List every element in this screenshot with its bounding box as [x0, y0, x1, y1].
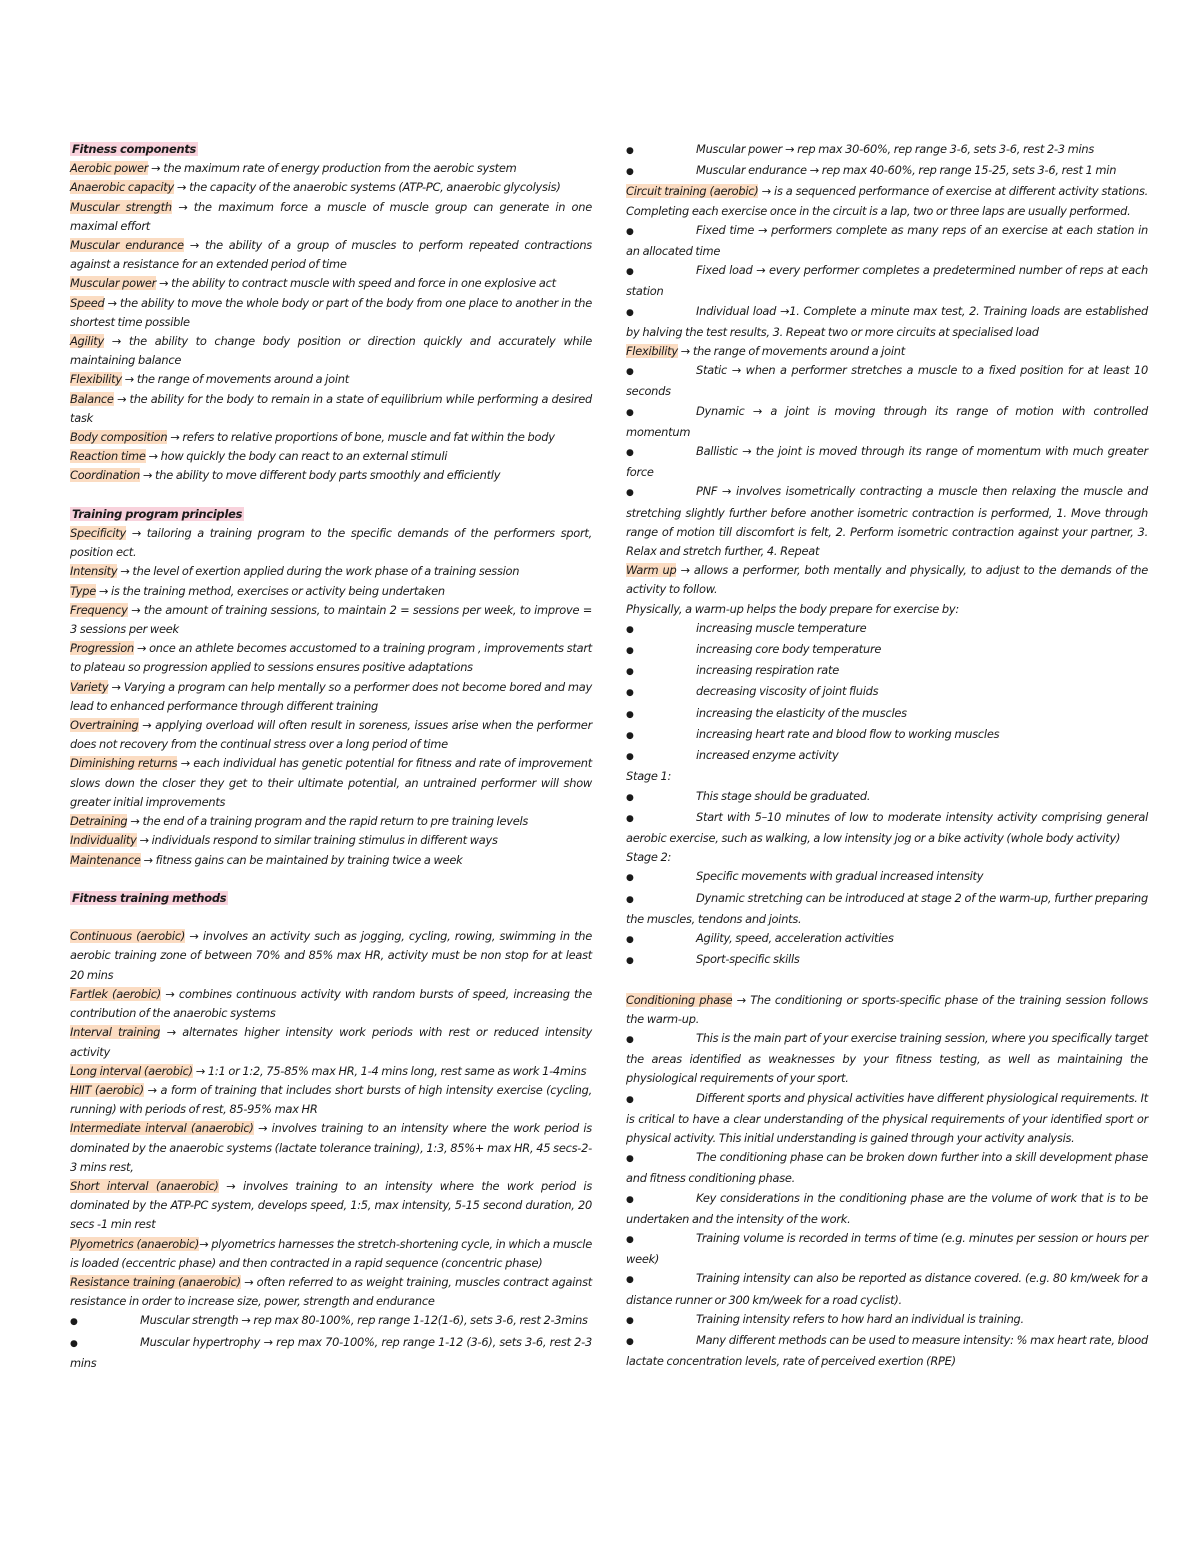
definition-text: → the ability of a group of muscles to perform repeated contractions against a resistance for an extended period of time: [70, 238, 592, 272]
term-highlight: Conditioning phase: [626, 992, 733, 1007]
definition-text: → applying overload will often result in soreness, issues arise when the performer does not recovery from the continual stress over a long period of time: [70, 718, 592, 752]
paragraph: [626, 600, 1148, 619]
definition-balance: [70, 390, 592, 428]
bullet-item: [626, 1331, 1148, 1371]
definition-fartlek-aerobic: [70, 985, 592, 1023]
definition-overtraining: [70, 716, 592, 754]
bullet-item: [626, 682, 1148, 703]
definition-flexibility: [626, 342, 1148, 361]
term-highlight: Coordination: [70, 468, 140, 483]
bullet-item: [626, 929, 1148, 950]
section-heading: [70, 505, 592, 524]
definition-text: → how quickly the body can react to an external stimuli: [145, 449, 448, 464]
bullet-text: Sport-specific skills: [696, 952, 800, 967]
definition-muscular-endurance: [70, 236, 592, 274]
definition-maintenance: [70, 851, 592, 870]
definition-variety: [70, 678, 592, 716]
definition-text: → the range of movements around a joint: [677, 344, 905, 359]
definition-text: → allows a performer, both mentally and physically, to adjust to the demands of the activity to follow.: [626, 563, 1149, 597]
term-highlight: Muscular strength: [70, 199, 172, 214]
bullet-item: [626, 221, 1148, 261]
definition-text: → the amount of training sessions, to maintain 2 = sessions per week, to improve = 3 sessions per week: [70, 602, 592, 637]
definition-text: → once an athlete becomes accustomed to a training program , improvements start to plateau so progression applied to sessions ensures positive adaptations: [70, 641, 592, 675]
term-highlight: Anaerobic capacity: [70, 180, 175, 195]
bullet-text: Fixed time → performers complete as many reps of an exercise at each station in an allocated time: [626, 222, 1148, 259]
definition-body-composition: [70, 428, 592, 447]
definition-text: → alternates higher intensity work periods with rest or reduced intensity activity: [70, 1025, 592, 1059]
definition-agility: [70, 332, 592, 370]
definition-interval-training: [70, 1023, 592, 1061]
bullet-icon: ●: [626, 752, 634, 763]
definition-text: → each individual has genetic potential for fitness and rate of improvement slows down the closer they get to their ultimate potential, an untrained performer will show greater initial improvements: [70, 756, 592, 809]
bullet-item: [626, 1269, 1148, 1309]
term-highlight: Aerobic power: [70, 161, 149, 176]
definition-anaerobic-capacity: [70, 178, 592, 197]
bullet-item: [626, 704, 1148, 725]
definition-individuality: [70, 831, 592, 850]
bullet-text: Dynamic → a joint is moving through its range of motion with controlled momentum: [626, 403, 1148, 439]
definition-text: → the end of a training program and the rapid return to pre training levels: [127, 814, 529, 829]
definition-text: → a form of training that includes short bursts of high intensity exercise (cycling, running) with periods of rest, 85-95% max HR: [70, 1082, 592, 1117]
definition-progression: [70, 639, 592, 677]
bullet-item: [626, 889, 1148, 929]
definition-text: Physically, a warm-up helps the body prepare for exercise by:: [626, 601, 959, 616]
definition-text: → plyometrics harnesses the stretch-shortening cycle, in which a muscle is loaded (eccentric phase) and then contracted in a rapid sequence (concentric phase): [70, 1236, 592, 1270]
definition-conditioning-phase: [626, 991, 1148, 1029]
bullet-icon: ●: [626, 367, 634, 378]
definition-reaction-time: [70, 447, 592, 466]
bullet-text: Individual load →1. Complete a minute max test, 2. Training loads are established by halving the test results, 3. Repeat two or more circuits at specialised load: [626, 303, 1148, 339]
bullet-item: [626, 1189, 1148, 1229]
definition-text: → the ability to change body position or direction quickly and accurately while maintaining balance: [70, 334, 592, 368]
definition-text: → The conditioning or sports-specific phase of the training session follows the warm-up.: [626, 992, 1149, 1026]
bullet-icon: ●: [626, 709, 634, 720]
definition-text: → the range of movements around a joint: [121, 372, 349, 387]
term-highlight: Interval training: [70, 1025, 161, 1040]
bullet-icon: ●: [626, 956, 634, 967]
bullet-text: Muscular strength → rep max 80-100%, rep range 1-12(1-6), sets 3-6, rest 2-3mins: [140, 1313, 588, 1328]
paragraph: [626, 848, 1148, 867]
definition-text: → often referred to as weight training, muscles contract against resistance in order to increase size, power, strength and endurance: [70, 1274, 592, 1309]
definition-text: → the maximum force a muscle of muscle group can generate in one maximal effort: [70, 199, 592, 233]
definition-plyometrics-anaerobic: [70, 1235, 592, 1273]
definition-text: → tailoring a training program to the specific demands of the performers sport, position ect.: [70, 526, 592, 560]
bullet-icon: ●: [626, 488, 634, 499]
bullet-item: [626, 1310, 1148, 1331]
bullet-text: Muscular power → rep max 30-60%, rep range 3-6, sets 3-6, rest 2-3 mins: [696, 142, 1095, 156]
section-heading: [70, 889, 592, 908]
bullet-text: increasing heart rate and blood flow to working muscles: [696, 726, 1000, 741]
definition-text: → involves training to an intensity where the work period is dominated by the anaerobic systems (lactate tolerance training), 1:3, 85%+ max HR, 45 secs-2-3 mins rest,: [70, 1121, 592, 1174]
bullet-icon: ●: [626, 624, 634, 635]
term-highlight: Individuality: [70, 833, 137, 848]
bullet-item: [626, 361, 1148, 401]
term-highlight: HIIT (aerobic): [70, 1082, 144, 1097]
definition-text: Stage 1:: [626, 769, 672, 784]
definition-hiit-aerobic: [70, 1081, 592, 1119]
term-highlight: Balance: [70, 391, 114, 406]
bullet-item: [626, 746, 1148, 767]
bullet-icon: ●: [626, 873, 634, 884]
term-highlight: Speed: [70, 295, 105, 310]
definition-text: → individuals respond to similar training stimulus in different ways: [136, 833, 498, 848]
bullet-item: [626, 808, 1148, 848]
definition-intensity: [70, 562, 592, 581]
bullet-icon: ●: [626, 1234, 634, 1245]
definition-resistance-training-anaerobic: [70, 1273, 592, 1311]
section-heading-text: Fitness components: [72, 142, 197, 156]
bullet-icon: ●: [70, 1317, 78, 1328]
bullet-icon: ●: [626, 646, 634, 657]
definition-text: → the level of exertion applied during the work phase of a training session: [117, 564, 520, 579]
bullet-text: increasing core body temperature: [696, 642, 882, 657]
bullet-item: [626, 1029, 1148, 1089]
bullet-icon: ●: [626, 813, 634, 824]
definition-type: [70, 582, 592, 601]
bullet-text: increased enzyme activity: [696, 748, 839, 763]
bullet-text: Static → when a performer stretches a muscle to a fixed position for at least 10 seconds: [626, 363, 1148, 399]
definition-text: → is the training method, exercises or activity being undertaken: [95, 583, 445, 598]
definition-coordination: [70, 466, 592, 485]
bullet-text: Agility, speed, acceleration activities: [696, 930, 894, 945]
paragraph: [626, 767, 1148, 786]
bullet-item: [626, 725, 1148, 746]
term-highlight: Type: [70, 583, 96, 598]
bullet-text: decreasing viscosity of joint fluids: [696, 684, 879, 699]
bullet-text: The conditioning phase can be broken down further into a skill development phase and fitness conditioning phase.: [626, 1150, 1148, 1186]
bullet-item: [626, 1148, 1148, 1188]
section-heading-text: Training program principles: [72, 506, 243, 521]
bullet-text: Key considerations in the conditioning phase are the volume of work that is to be undertaken and the intensity of the work.: [626, 1190, 1148, 1226]
term-highlight: Variety: [70, 679, 109, 694]
bullet-item: [626, 950, 1148, 971]
definition-specificity: [70, 524, 592, 562]
term-highlight: Overtraining: [70, 718, 139, 733]
definition-text: → Varying a program can help mentally so a performer does not become bored and may lead to enhanced performance through different training: [70, 679, 592, 713]
bullet-text: Specific movements with gradual increased intensity: [696, 869, 984, 884]
term-highlight: Agility: [70, 334, 104, 349]
definition-text: → the ability for the body to remain in a state of equilibrium while performing a desired task: [70, 391, 592, 425]
term-highlight: Detraining: [70, 814, 128, 829]
definition-muscular-power: [70, 274, 592, 293]
definition-frequency: [70, 601, 592, 639]
term-highlight: Intensity: [70, 564, 118, 579]
term-highlight: Body composition: [70, 430, 168, 445]
bullet-item: [70, 1333, 592, 1373]
bullet-item: [626, 661, 1148, 682]
term-highlight: Short interval (anaerobic): [70, 1178, 219, 1193]
term-highlight: Maintenance: [70, 852, 141, 867]
term-highlight: Specificity: [70, 526, 126, 541]
bullet-icon: ●: [626, 307, 634, 318]
definition-text: → involves training to an intensity where the work period is dominated by the ATP-PC system, develops speed, 1:5, max intensity, 5-15 second duration, 20 secs -1 min rest: [70, 1178, 593, 1232]
bullet-item: [626, 161, 1148, 182]
term-highlight: Continuous (aerobic): [70, 929, 186, 944]
definition-text: → is a sequenced performance of exercise at different activity stations. Completing each exercise once in the circuit is a lap, two or three laps are usually performed.: [626, 184, 1149, 218]
bullet-text: Training volume is recorded in terms of time (e.g. minutes per session or hours per week): [626, 1230, 1148, 1267]
bullet-icon: ●: [626, 688, 634, 699]
bullet-item: [626, 402, 1148, 442]
bullet-item: [626, 261, 1148, 301]
bullet-icon: ●: [626, 1154, 634, 1165]
bullet-text: Start with 5–10 minutes of low to moderate intensity activity comprising general aerobic exercise, such as walking, a low intensity jog or a bike activity (whole body activity): [626, 809, 1148, 845]
definition-text: → the capacity of the anaerobic systems (ATP-PC, anaerobic glycolysis): [174, 180, 561, 195]
section-heading: [70, 140, 592, 159]
bullet-text: Different sports and physical activities have different physiological requirements. It is critical to have a clear understanding of the physical requirements of your identified sport or physical activity. This initial understanding is gained through your activity analysis.: [626, 1090, 1148, 1145]
definition-text: → fitness gains can be maintained by training twice a week: [140, 852, 463, 867]
bullet-item: [626, 640, 1148, 661]
bullet-icon: ●: [626, 267, 634, 278]
definition-speed: [70, 294, 592, 332]
bullet-text: This is the main part of your exercise training session, where you specifically target the areas identified as weaknesses by your fitness testing, as well as maintaining the physiological requirements of your sport.: [626, 1030, 1148, 1086]
definition-text: → the maximum rate of energy production from the aerobic system: [148, 161, 517, 176]
term-highlight: Frequency: [70, 602, 128, 617]
bullet-text: increasing the elasticity of the muscles: [696, 705, 907, 720]
bullet-icon: ●: [626, 407, 634, 418]
definition-warm-up: [626, 561, 1148, 599]
term-highlight: Progression: [70, 641, 134, 656]
term-highlight: Warm up: [626, 563, 677, 578]
term-highlight: Muscular power: [70, 276, 157, 291]
left-column: [70, 140, 592, 1373]
term-highlight: Intermediate interval (anaerobic): [70, 1121, 254, 1136]
bullet-text: increasing muscle temperature: [696, 620, 867, 635]
bullet-item: [626, 1229, 1148, 1269]
bullet-icon: ●: [626, 792, 634, 803]
bullet-icon: ●: [70, 1338, 78, 1349]
definition-text: → refers to relative proportions of bone, muscle and fat within the body: [167, 430, 555, 445]
spacer: [70, 486, 592, 505]
bullet-icon: ●: [626, 1336, 634, 1347]
bullet-text: This stage should be graduated.: [696, 788, 871, 803]
section-heading-text: Fitness training methods: [72, 890, 227, 905]
definition-short-interval-anaerobic: [70, 1177, 592, 1235]
term-highlight: Flexibility: [70, 372, 122, 387]
bullet-item: [626, 867, 1148, 888]
bullet-item: [626, 787, 1148, 808]
definition-detraining: [70, 812, 592, 831]
bullet-item: [626, 1089, 1148, 1149]
spacer: [70, 870, 592, 889]
term-highlight: Long interval (aerobic): [70, 1063, 193, 1078]
definition-text: → 1:1 or 1:2, 75-85% max HR, 1-4 mins long, rest same as work 1-4mins: [192, 1063, 587, 1078]
bullet-icon: ●: [626, 1315, 634, 1326]
bullet-icon: ●: [626, 146, 634, 156]
bullet-icon: ●: [626, 226, 634, 237]
bullet-text: Dynamic stretching can be introduced at stage 2 of the warm-up, further preparing the muscles, tendons and joints.: [626, 890, 1148, 926]
bullet-item: [626, 140, 1148, 161]
bullet-icon: ●: [626, 894, 634, 905]
spacer: [626, 971, 1148, 990]
right-column: [626, 140, 1148, 1371]
term-highlight: Circuit training (aerobic): [626, 184, 759, 199]
bullet-text: increasing respiration rate: [696, 663, 839, 678]
definition-aerobic-power: [70, 159, 592, 178]
definition-continuous-aerobic: [70, 927, 592, 985]
definition-text: → the ability to move different body parts smoothly and efficiently: [140, 468, 501, 483]
bullet-icon: ●: [626, 1034, 634, 1045]
definition-circuit-training-aerobic: [626, 182, 1148, 220]
term-highlight: Reaction time: [70, 449, 146, 464]
bullet-icon: ●: [626, 167, 634, 178]
term-highlight: Diminishing returns: [70, 756, 178, 771]
definition-muscular-strength: [70, 198, 592, 236]
term-highlight: Muscular endurance: [70, 238, 184, 253]
definition-text: → combines continuous activity with random bursts of speed, increasing the contribution of the anaerobic systems: [70, 986, 592, 1021]
term-highlight: Plyometrics (anaerobic): [70, 1236, 200, 1251]
spacer: [70, 908, 592, 927]
bullet-icon: ●: [626, 730, 634, 741]
bullet-icon: ●: [626, 934, 634, 945]
definition-diminishing-returns: [70, 754, 592, 812]
bullet-text: Training intensity can also be reported as distance covered. (e.g. 80 km/week for a distance runner or 300 km/week for a road cyclist).: [626, 1271, 1148, 1307]
definition-long-interval-aerobic: [70, 1062, 592, 1081]
definition-text: Stage 2:: [626, 850, 672, 865]
definition-text: → the ability to contract muscle with speed and force in one explosive act: [156, 276, 556, 291]
definition-flexibility: [70, 370, 592, 389]
bullet-icon: ●: [626, 1275, 634, 1286]
bullet-text: Ballistic → the joint is moved through its range of momentum with much greater force: [626, 444, 1148, 480]
bullet-icon: ●: [626, 1094, 634, 1105]
bullet-text: Muscular endurance → rep max 40-60%, rep range 15-25, sets 3-6, rest 1 min: [696, 163, 1117, 178]
definition-text: → the ability to move the whole body or part of the body from one place to another in the shortest time possible: [70, 295, 592, 329]
bullet-text: Training intensity refers to how hard an individual is training.: [696, 1311, 1024, 1326]
bullet-icon: ●: [626, 667, 634, 678]
term-highlight: Resistance training (anaerobic): [70, 1274, 241, 1289]
bullet-item: [626, 302, 1148, 342]
definition-text: → involves an activity such as jogging, cycling, rowing, swimming in the aerobic training zone of between 70% and 85% max HR, activity must be non stop for at least 20 mins: [70, 929, 593, 982]
bullet-icon: ●: [626, 448, 634, 459]
bullet-text: Fixed load → every performer completes a predetermined number of reps at each station: [626, 263, 1148, 299]
bullet-item: [626, 482, 1148, 561]
bullet-text: Many different methods can be used to measure intensity: % max heart rate, blood lactate concentration levels, rate of perceived exertion (RPE): [626, 1332, 1148, 1369]
bullet-item: [626, 619, 1148, 640]
bullet-item: [70, 1311, 592, 1332]
bullet-text: PNF → involves isometrically contracting a muscle then relaxing the muscle and stretching slightly further before another isometric contraction is performed, 1. Move through range of motion till discomfort is felt, 2. Perform isometric contraction against your partner, 3. Relax and stretch further, 4. Repeat: [626, 484, 1148, 559]
definition-intermediate-interval-anaerobic: [70, 1119, 592, 1177]
term-highlight: Flexibility: [626, 344, 678, 359]
term-highlight: Fartlek (aerobic): [70, 986, 161, 1001]
bullet-text: Muscular hypertrophy → rep max 70-100%, rep range 1-12 (3-6), sets 3-6, rest 2-3 mins: [70, 1334, 592, 1370]
bullet-item: [626, 442, 1148, 482]
bullet-icon: ●: [626, 1194, 634, 1205]
